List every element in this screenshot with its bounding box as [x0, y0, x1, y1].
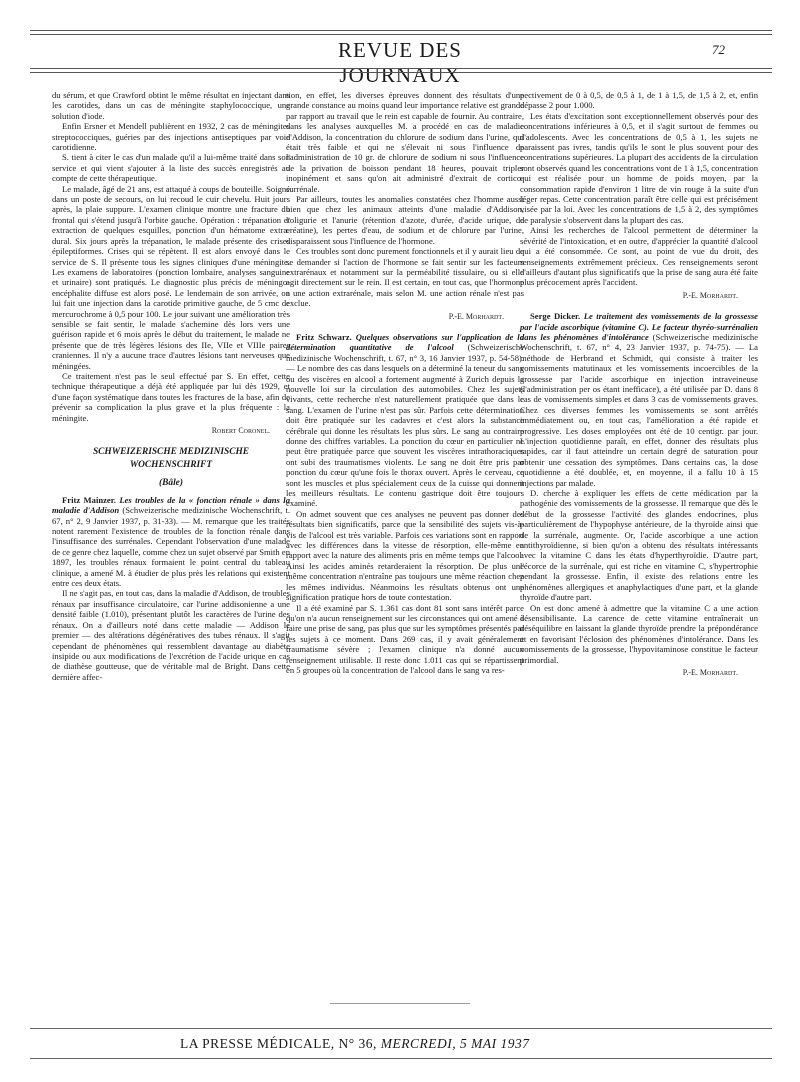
article-header [520, 311, 758, 488]
paragraph: Enfin Ersner et Mendell publièrent en 1932, 2 cas de méningites streptococciques, guéries par des injections antiseptiques par voie carotidienne. [52, 121, 290, 153]
paragraph: S. tient à citer le cas d'un malade qu'il a lui-même traité dans son service et qui vient s'ajouter à la liste des succès enregistrés au compte de cette thérapeutique. [52, 152, 290, 184]
column-right [520, 90, 758, 688]
journal-city: (Bâle) [159, 478, 183, 489]
top-rule-thin [30, 34, 772, 35]
paragraph: D. cherche à expliquer les effets de cette médication par la pathogénie des vomissements de la grossesse. Il remarque que dès le début de la grossesse l'activité des glandes endocrines, plus particulièrement de l'hypophyse antérieure, de la thyroïde ainsi que de la surrénale, augmente. Or, l'acide ascorbique a une action antithyroïdienne, si bien qu'on a obtenu des résultats intéressants avec la vitamine C dans les états d'hyperthyroïdie. D'autre part, l'écorce de la surrénale, qui est riche en vitamine C, s'hypertrophie pendant la grossesse. Enfin, il existe des relations entre les phénomènes allergiques et anaphylactiques d'une part, et la glande thyroïde d'autre part. [520, 488, 758, 603]
footer-issue: N° 36, [338, 1036, 377, 1051]
article-author: Serge Dicker. [530, 311, 581, 322]
footer-rule-bottom [30, 1058, 772, 1059]
author-signature: P.-E. Morhardt. [682, 290, 738, 300]
paragraph: Par ailleurs, toutes les anomalies constatées chez l'homme aussi bien que chez les animaux atteints d'une maladie d'Addison, l'oligurie et l'anurie (rétention d'azote, d'urée, d'acide urique, de créatine), les pertes d'eau, de sodium et de chlorure par l'urine, disparaissent sous l'influence de l'hormone. [286, 194, 524, 246]
paragraph: On admet souvent que ces analyses ne peuvent pas donner des résultats bien significatifs, parce que la sensibilité des sujets vis-à-vis de l'alcool est très variable. Parfois ces variations sont en rapport avec les différences dans la vitesse de résorption, elle-même en rapport avec la nature des aliments pris en même temps que l'alcool. Ainsi les acides aminés retarderaient la résorption. De plus une même concentration n'entraîne pas toujours une même réaction chez les mêmes individus. Néanmoins les résultats obtenus ont une signification pratique hors de toute contestation. [286, 508, 524, 603]
article-text: La méthode de Herbrand et Schmidt, qui consiste à traiter les vomissements matutinaux et les vomissements incoercibles de la grossesse par l'acide ascorbique en injection intraveineuse (l'administration per os étant inefficace), a été utilisée par D. dans 8 cas de vomissements simples et dans 3 cas de vomissements graves. Chez ces diverses femmes les vomissements se sont arrêtés immédiatement ou, en tout cas, l'amélioration a été rapide et progressive. Les doses employées ont été de 10 centigr. par jour. L'injection quotidienne paraît, en effet, donner des résultats plus rapides, car il faut atteindre un certain degré de saturation pour obtenir une cessation des symptômes. Dans certains cas, la dose quotidienne a été doublée, et, en moyenne, il a fallu 10 à 15 injections par malade. [520, 342, 758, 488]
footer-rule [30, 1028, 772, 1029]
article-author: Fritz Mainzer. [62, 494, 116, 505]
article-title: Quelques observations sur l'application de la détermination quantitative de l'alcool [286, 331, 524, 353]
paragraph: Il ne s'agit pas, en tout cas, dans la maladie d'Addison, de troubles rénaux par insuffisance circulatoire, car l'urine addisonienne a une densité faible (1.010), présentant plutôt les caractères de l'urine des rénaux. On a d'ailleurs noté dans cette maladie — Addison le premier — des altérations dégénératives des tubes rénaux. Il s'agit cependant de phénomènes qui ressemblent davantage au diabète insipide ou aux modifications de l'excrétion de l'acide urique en cas de diathèse goutteuse, que de véritable mal de Bright. Dans cette dernière affec- [52, 588, 290, 682]
article-author: Fritz Schwarz. [296, 331, 352, 342]
author-signature: Robert Coronel. [211, 426, 270, 435]
column-middle [286, 90, 524, 675]
article-text: M. remarque que les traités notent rarement l'existence de troubles de la fonction rénale dans l'insuffisance des surrénales. Cependant l'observation d'une malade de ce genre chez laquelle, comme chez un sujet observé par Smith en 1897, les troubles rénaux formaient le point central du tableau clinique, a amené M. à étudier de plus près les relations qui existent entre ces deux états. [52, 515, 291, 589]
article-title: Les troubles de la « fonction rénale » dans la maladie d'Addison [52, 494, 290, 516]
paragraph: Le malade, âgé de 21 ans, est attaqué à coups de bouteille. Soigné dans un poste de secours, on lui recoud le cuir chevelu. Huit jours après, la plaie suppure. L'examen clinique montre une fracture du frontal qui s'étend jusqu'à l'orbite gauche. Opération : trépanation et extraction de quelques esquilles, ponction d'un hématome extra-dural. Six jours après la trépanation, le malade présente des crises épileptiformes. Crises qui se répètent. Il est alors envoyé dans le service de S. Il présente tous les signes cliniques d'une méningite. Les examens de laboratoires (ponction lombaire, analyses sanguine et urinaire) sont pratiqués. Le diagnostic plus précis de méningo-encéphalite diffuse est alors posé. Le lendemain de son arrivée, on lui fait une injection dans la carotide primitive gauche, de 5 cmc de mercurochrome à 0,5 pour 100. Le jour suivant une amélioration très sensible se fait sentir, le malade s'achemine dès lors vers une guérison rapide et 6 mois après le début du traitement, le malade ne présente que de très légères lésions des IIe, VIIe et VIIIe paires craniennes. Il n'y a aucune trace d'autres lésions tant nerveuses que méningées. [52, 183, 290, 371]
paragraph: Ainsi les recherches de l'alcool permettent de déterminer la sévérité de l'intoxication, et en outre, d'apprécier la quantité d'alcool qui a été consommée. Ce sont, au point de vue du droit, des renseignements extrêmement précieux. Ces renseignements seront d'ailleurs d'autant plus significatifs que la prise de sang aura été faite plus précocement après l'accident. [520, 225, 758, 288]
masthead-rule-thin [30, 72, 772, 73]
top-rule [30, 30, 772, 31]
paragraph: Les états d'excitation sont exceptionnellement observés pour des concentrations inférieures à 0,5, et il s'agit surtout de femmes ou d'adolescents. Avec les concentrations de 0,5 à 1, les sujets ne paraissent pas ivres, tandis qu'ils le sont le plus souvent pour des concentrations supérieures. La plupart des accidents de la circulation sont observés quand les concentrations vont de 1 à 1,5, concentration qui est réalisée pour un homme de poids moyen, par la consommation rapide d'environ 1 litre de vin rouge à la suite d'un léger repas. Cette concentration paraît être celle qui est précisément visée par la loi. Avec les concentrations de 1,5 à 2, des symptômes de paralysie s'observent dans la plupart des cas. [520, 110, 758, 225]
article-header [52, 495, 290, 589]
paragraph: du sérum, et que Crawford obtint le même résultat en injectant dans les carotides, dans un cas de méningite staphylococcique, une solution d'iode. [52, 90, 290, 121]
article-reference: (Schweizerische medizinische Wochenschrift, t. 67, n° 2, 9 Janvier 1937, p. 31-33). — [52, 505, 290, 526]
section-separator [330, 1003, 470, 1004]
author-signature: P.-E. Morhardt. [448, 311, 504, 321]
paragraph: Il a été examiné par S. 1.361 cas dont 81 sont sans intérêt parce qu'on n'a aucun renseignement sur les circonstances qui ont amené à faire une prise de sang, pas plus que sur les symptômes présentés par les sujets à ce moment. Dans 269 cas, il y avait généralement traumatisme sévère ; l'examen clinique n'a donné aucun renseignement utilisable. Il reste donc 1.011 cas qui se répartissent en 5 groupes où la concentration de l'alcool dans le sang va res- [286, 602, 524, 675]
journal-heading: SCHWEIZERISCHE MEDIZINISCHE WOCHENSCHRIFT [92, 447, 250, 471]
paragraph: Ce traitement n'est pas le seul effectué par S. En effet, cette technique thérapeutique a déjà été appliquée par lui dès 1929, et d'une façon systématique dans toutes les fractures de la base, afin de prévenir sa complication la plus grave et la plus fréquente : la méningite. [52, 370, 290, 423]
author-signature: P.-E. Morhardt. [682, 667, 738, 677]
page-footer [180, 1036, 740, 1052]
article-header [286, 332, 524, 509]
paragraph: Ces troubles sont donc purement fonctionnels et il y aurait lieu de se demander si l'action de l'hormone se fait sentir sur les facteurs extrarénaux et notamment sur la perméabilité tissulaire, ou si elle agit directement sur le rein. Il est certain, en tout cas, que l'hormone a une action extrarénale, mais selon M. une action rénale n'est pas exclue. [286, 246, 524, 309]
article-reference: (Schweizerische medizinische Wochenschrift, t. 67, n° 3, 16 Janvier 1937, p. 54-58). — [286, 342, 524, 374]
paragraph: tion, en effet, les diverses épreuves donnent des résultats d'une grande constance au moins quand leur importance relative est grande par rapport au travail que le rein est capable de fournir. Au contraire, dans les analyses auxquelles M. a procédé en cas de maladie d'Addison, la concentration du chlorure de sodium dans l'urine, qui était très faible et qui ne s'élevait ni sous l'influence de l'administration de 10 gr. de chlorure de sodium ni sous l'influence de la privation de boisson pendant 18 heures, pouvait tripler inopinément et sans qu'on ait administré d'extrait de cortico-surrénale. [286, 90, 524, 194]
paragraph: On est donc amené à admettre que la vitamine C a une action désensibilisante. La carence de cette vitamine entraînerait un déséquilibre en laissant la glande thyroïde prendre la prépondérance et en favorisant l'éclosion des phénomènes d'intolérance. Dans les vomissements de la grossesse, l'hypovitaminose constitue le facteur primordial. [520, 602, 758, 665]
paragraph: pectivement de 0 à 0,5, de 0,5 à 1, de 1 à 1,5, de 1,5 à 2, et, enfin dépasse 2 pour 1.000. [520, 90, 758, 111]
masthead-rule [30, 68, 772, 69]
masthead-title: REVUE DES JOURNAUX [338, 38, 462, 87]
column-left [52, 90, 290, 682]
footer-date: MERCREDI, 5 MAI 1937 [380, 1036, 530, 1051]
article-title: Le traitement des vomissements de la grossesse par l'acide ascorbique (vitamine C). Le facteur thyréo-surrénalien dans les phénomènes d'intolérance [520, 311, 758, 342]
article-reference: (Schweizerische medizinische Wochenschrift, t. 67, n° 4, 23 Janvier 1937, p. 74-75). — [520, 331, 759, 353]
footer-publication: LA PRESSE MÉDICALE, [180, 1036, 335, 1051]
article-text: Le nombre des cas dans lesquels on a déterminé la teneur du sang ou des viscères en alcool a fortement augmenté à Zurich depuis la nouvelle loi sur la circulation des automobiles. Chez les sujets vivants, cette recherche n'est naturellement pratiquée que dans le sang. L'examen de l'urine n'est pas sûr. Parfois cette détermination doit être pratiquée sur les cadavres et c'est alors la substance cérébrale qui donne les résultats les plus sûrs. Le sang au contraire donne des chiffres variables. La ponction du cœur en particulier ne peut être pratiquée parce que souvent les viscères intrathoraciques ont subi des traumatismes violents. Le sang ne doit être pris par ponction du cœur qu'une fois le thorax ouvert. Après le cerveau, ce sont les muscles et plus spécialement ceux de la cuisse qui donnent les meilleurs résultats. Le contenu gastrique doit être toujours examiné. [286, 363, 524, 509]
page-number: 72 [712, 42, 725, 57]
